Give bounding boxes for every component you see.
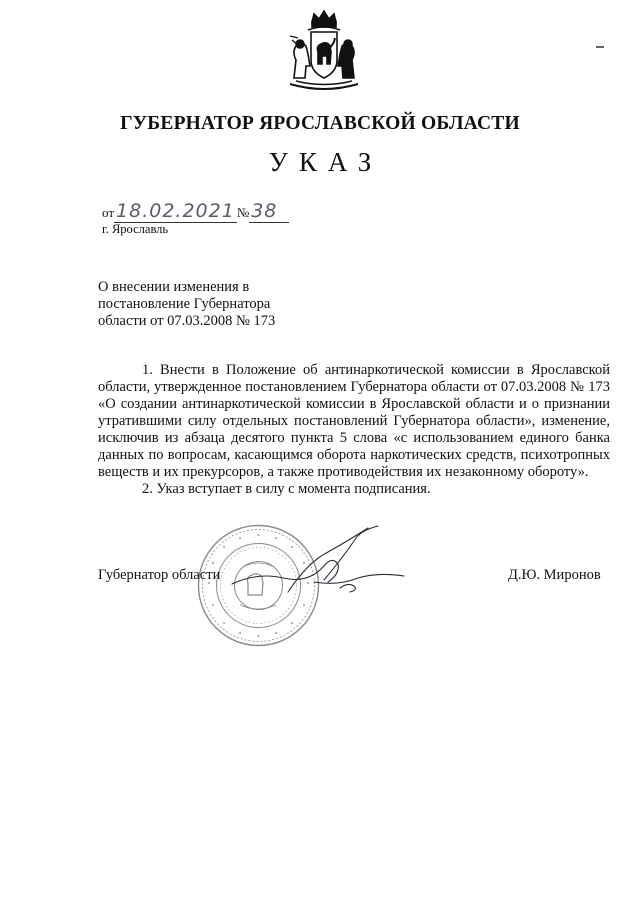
number-value: 38	[251, 200, 278, 222]
decree-body	[98, 362, 610, 498]
handwritten-signature-icon	[228, 522, 418, 602]
signer-name: Д.Ю. Миронов	[508, 567, 601, 583]
subject-line: О внесении изменения в	[98, 279, 250, 295]
subject-line: постановление Губернатора	[98, 296, 271, 312]
issuer-title: ГУБЕРНАТОР ЯРОСЛАВСКОЙ ОБЛАСТИ	[120, 113, 520, 134]
date-number-line	[102, 200, 289, 223]
subject-block	[98, 279, 318, 330]
city: г. Ярославль	[102, 222, 169, 236]
body-paragraph: 2. Указ вступает в силу с момента подписания.	[142, 481, 431, 497]
corner-mark	[596, 46, 604, 48]
subject-line: области от 07.03.2008 № 173	[98, 313, 276, 329]
signer-position: Губернатор области	[98, 567, 221, 583]
body-paragraph: 1. Внести в Положение об антинаркотической комиссии в Ярославской области, утвержденное постановлением Губернатора области от 07.03.2008 № 173 «О создании антинаркотической комиссии в Ярославской области и о признании утратившими силу отдельных постановлений Губернатора области», изменение, исключив из абзаца десятого пункта 5 слова «с использованием единого банка данных по вопросам, касающимся оборота наркотических средств, психотропных веществ и их прекурсоров, а также противодействия их незаконному обороту».	[98, 362, 610, 480]
coat-of-arms-icon	[278, 8, 370, 100]
number-prefix: №	[236, 205, 250, 220]
document-type: УКАЗ	[268, 147, 383, 177]
date-value: 18.02.2021	[116, 200, 235, 222]
date-prefix: от	[102, 205, 115, 220]
